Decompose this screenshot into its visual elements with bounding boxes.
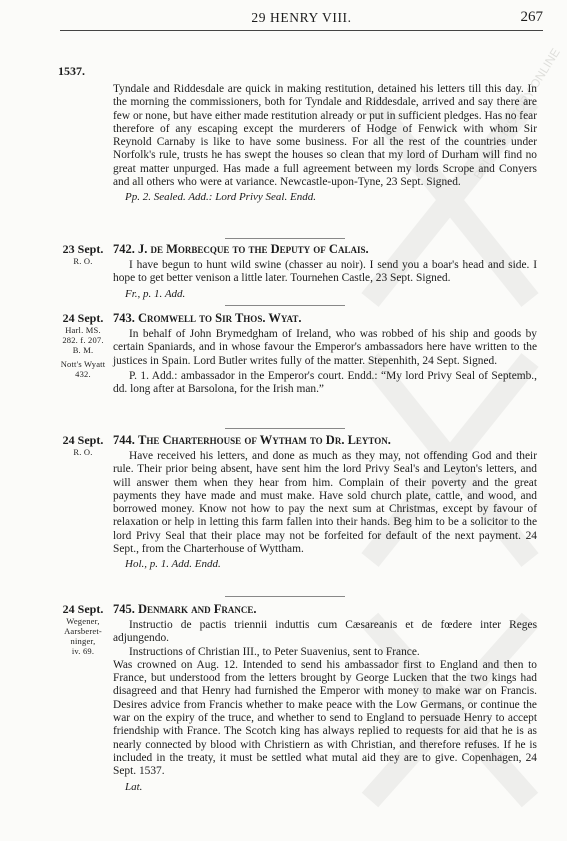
entry-source: Aarsberet-: [64, 626, 102, 636]
entry-source: ninger,: [70, 636, 96, 646]
entry-number: 745.: [113, 602, 135, 616]
separator: [225, 428, 345, 429]
entry-source: 282. f. 207.: [62, 335, 104, 345]
entry-title: Cromwell to Sir Thos. Wyat.: [138, 311, 302, 325]
margin-note: [55, 433, 111, 457]
entry-title: Denmark and France.: [138, 602, 257, 616]
entry-source: 432.: [75, 369, 91, 379]
page-header: [60, 6, 543, 28]
entry-title: J. de Morbecque to the Deputy of Calais.: [138, 242, 369, 256]
entry-paragraph: Have received his letters, and done as much as they may, not offending God and their rule. Their prior being absent, have sent him the lord Privy Seal's and Leyton's letters, and will answer them when they hear from him. Complain of their poverty and the great payments they have made and must make. Have sold church plate, cattle, and wood, and borrowed money. Know not how to pay the next sum at Christmas, except by favour of relaxation or help in letting this farm fallen into their hands. Beg him to be a solicitor to the lord Privy Seal that their place may not be forfeited for default of the next payment. 24 Sept., from the Charterhouse of Wyttham.: [113, 450, 537, 556]
entry-source: B. M.: [72, 345, 94, 355]
entry-number: 742.: [113, 242, 135, 256]
separator: [225, 305, 345, 306]
entry-paragraph: In behalf of John Brymedgham of Ireland, who was robbed of his ship and goods by certain Spaniards, and in whose favour the Emperor's ambassadors here have written to the justices in Spain. Lord Butler writes fully of the matter. Stepenhith, 24 Sept. Signed.: [113, 328, 537, 367]
entry-body: [113, 619, 537, 794]
margin-note: [55, 602, 111, 656]
entry-source: Wegener,: [66, 616, 100, 626]
entry-paragraph: I have begun to hunt wild swine (chasser au noir). I send you a boar's head and side. I hope to get better venison a little later. Tournehen Castle, 23 Sept. Signed.: [113, 259, 537, 285]
entry-number: 744.: [113, 433, 135, 447]
endorsement: Hol., p. 1. Add. Endd.: [125, 558, 221, 571]
continuation-text: Tyndale and Riddesdale are quick in making restitution, detained his letters till this day. In the morning the commissioners, both for Tyndale and Riddesdale, arrived and say there are few or none, but have either made restitution already or put in sufficient pledges. Has no fear therefore of any escaping except the murderers of Hodge of Fenwick with whom Sir Reynold Carnaby is like to have some business. For all the rest of the countries under Norfolk's rule, trusts he has swept the houses so clean that my lord of Durham will find no great matter unpurged. Has made a full agreement between my lords Scrope and Conyers and all others who were at variance. Newcastle-upon-Tyne, 23 Sept. Signed.: [113, 83, 537, 189]
entry-date: 24 Sept.: [62, 433, 104, 447]
separator: [225, 238, 345, 239]
entry-body: [113, 450, 537, 572]
entry-heading: [113, 242, 543, 256]
margin-note: [55, 242, 111, 266]
page-number: 267: [520, 9, 543, 25]
endorsement: Lat.: [125, 780, 143, 793]
entry-body: [113, 328, 537, 396]
endorsement: Pp. 2. Sealed. Add.: Lord Privy Seal. Endd.: [125, 191, 316, 204]
entry-title: The Charterhouse of Wytham to Dr. Leyton.: [138, 433, 391, 447]
entry-body: [113, 259, 537, 301]
entry-source: R. O.: [73, 447, 93, 457]
continuation-block: [113, 83, 537, 205]
year-label: 1537.: [58, 64, 85, 78]
entry-date: 24 Sept.: [62, 602, 104, 616]
entry-source: Harl. MS.: [65, 325, 101, 335]
watermark-text: BRITISH HISTORY ONLINE: [470, 45, 563, 182]
entry-source: R. O.: [73, 256, 93, 266]
entry-heading: [113, 311, 543, 325]
header-rule: [60, 30, 543, 31]
entry-paragraph: Instructio de pactis triennii induttis cum Cæsareanis et de fœdere inter Reges adjungendo.: [113, 619, 537, 645]
entry-heading: [113, 602, 543, 616]
entry-date: 24 Sept.: [62, 311, 104, 325]
entry-paragraph: Was crowned on Aug. 12. Intended to send his ambassador first to England and then to France, but understood from the letters brought by George Lucken that the two kings had disagreed and that Henry had furnished the Emperor with money to make war on Francis. Desires advice from Francis whether to make peace with the Low Germans, or continue the war on the expiry of the truce, and whether to send to England to persuade Henry to accept friendship with France. The Scotch king has always replied to requests for aid that he is as nearly connected by blood with Christiern as with Christian, and therefore refuses. If he is included in the treaty, it must be settled what mutal aid they are to give. Copenhagen, 24 Sept. 1537.: [113, 658, 537, 778]
entry-paragraph: P. 1. Add.: ambassador in the Emperor's court. Endd.: “My lord Privy Seal of Septemb., dd. long after at Barsolona, for the Irish man.”: [113, 369, 537, 396]
endorsement: Fr., p. 1. Add.: [125, 287, 186, 300]
separator: [225, 596, 345, 597]
margin-note: [55, 311, 111, 379]
entry-number: 743.: [113, 311, 135, 325]
entry-source: Nott's Wyatt: [60, 359, 106, 369]
running-title: 29 HENRY VIII.: [251, 10, 352, 25]
entry-paragraph: Instructions of Christian III., to Peter Suavenius, sent to France.: [129, 645, 420, 658]
entry-date: 23 Sept.: [62, 242, 104, 256]
entry-heading: [113, 433, 543, 447]
entry-source: iv. 69.: [71, 646, 95, 656]
